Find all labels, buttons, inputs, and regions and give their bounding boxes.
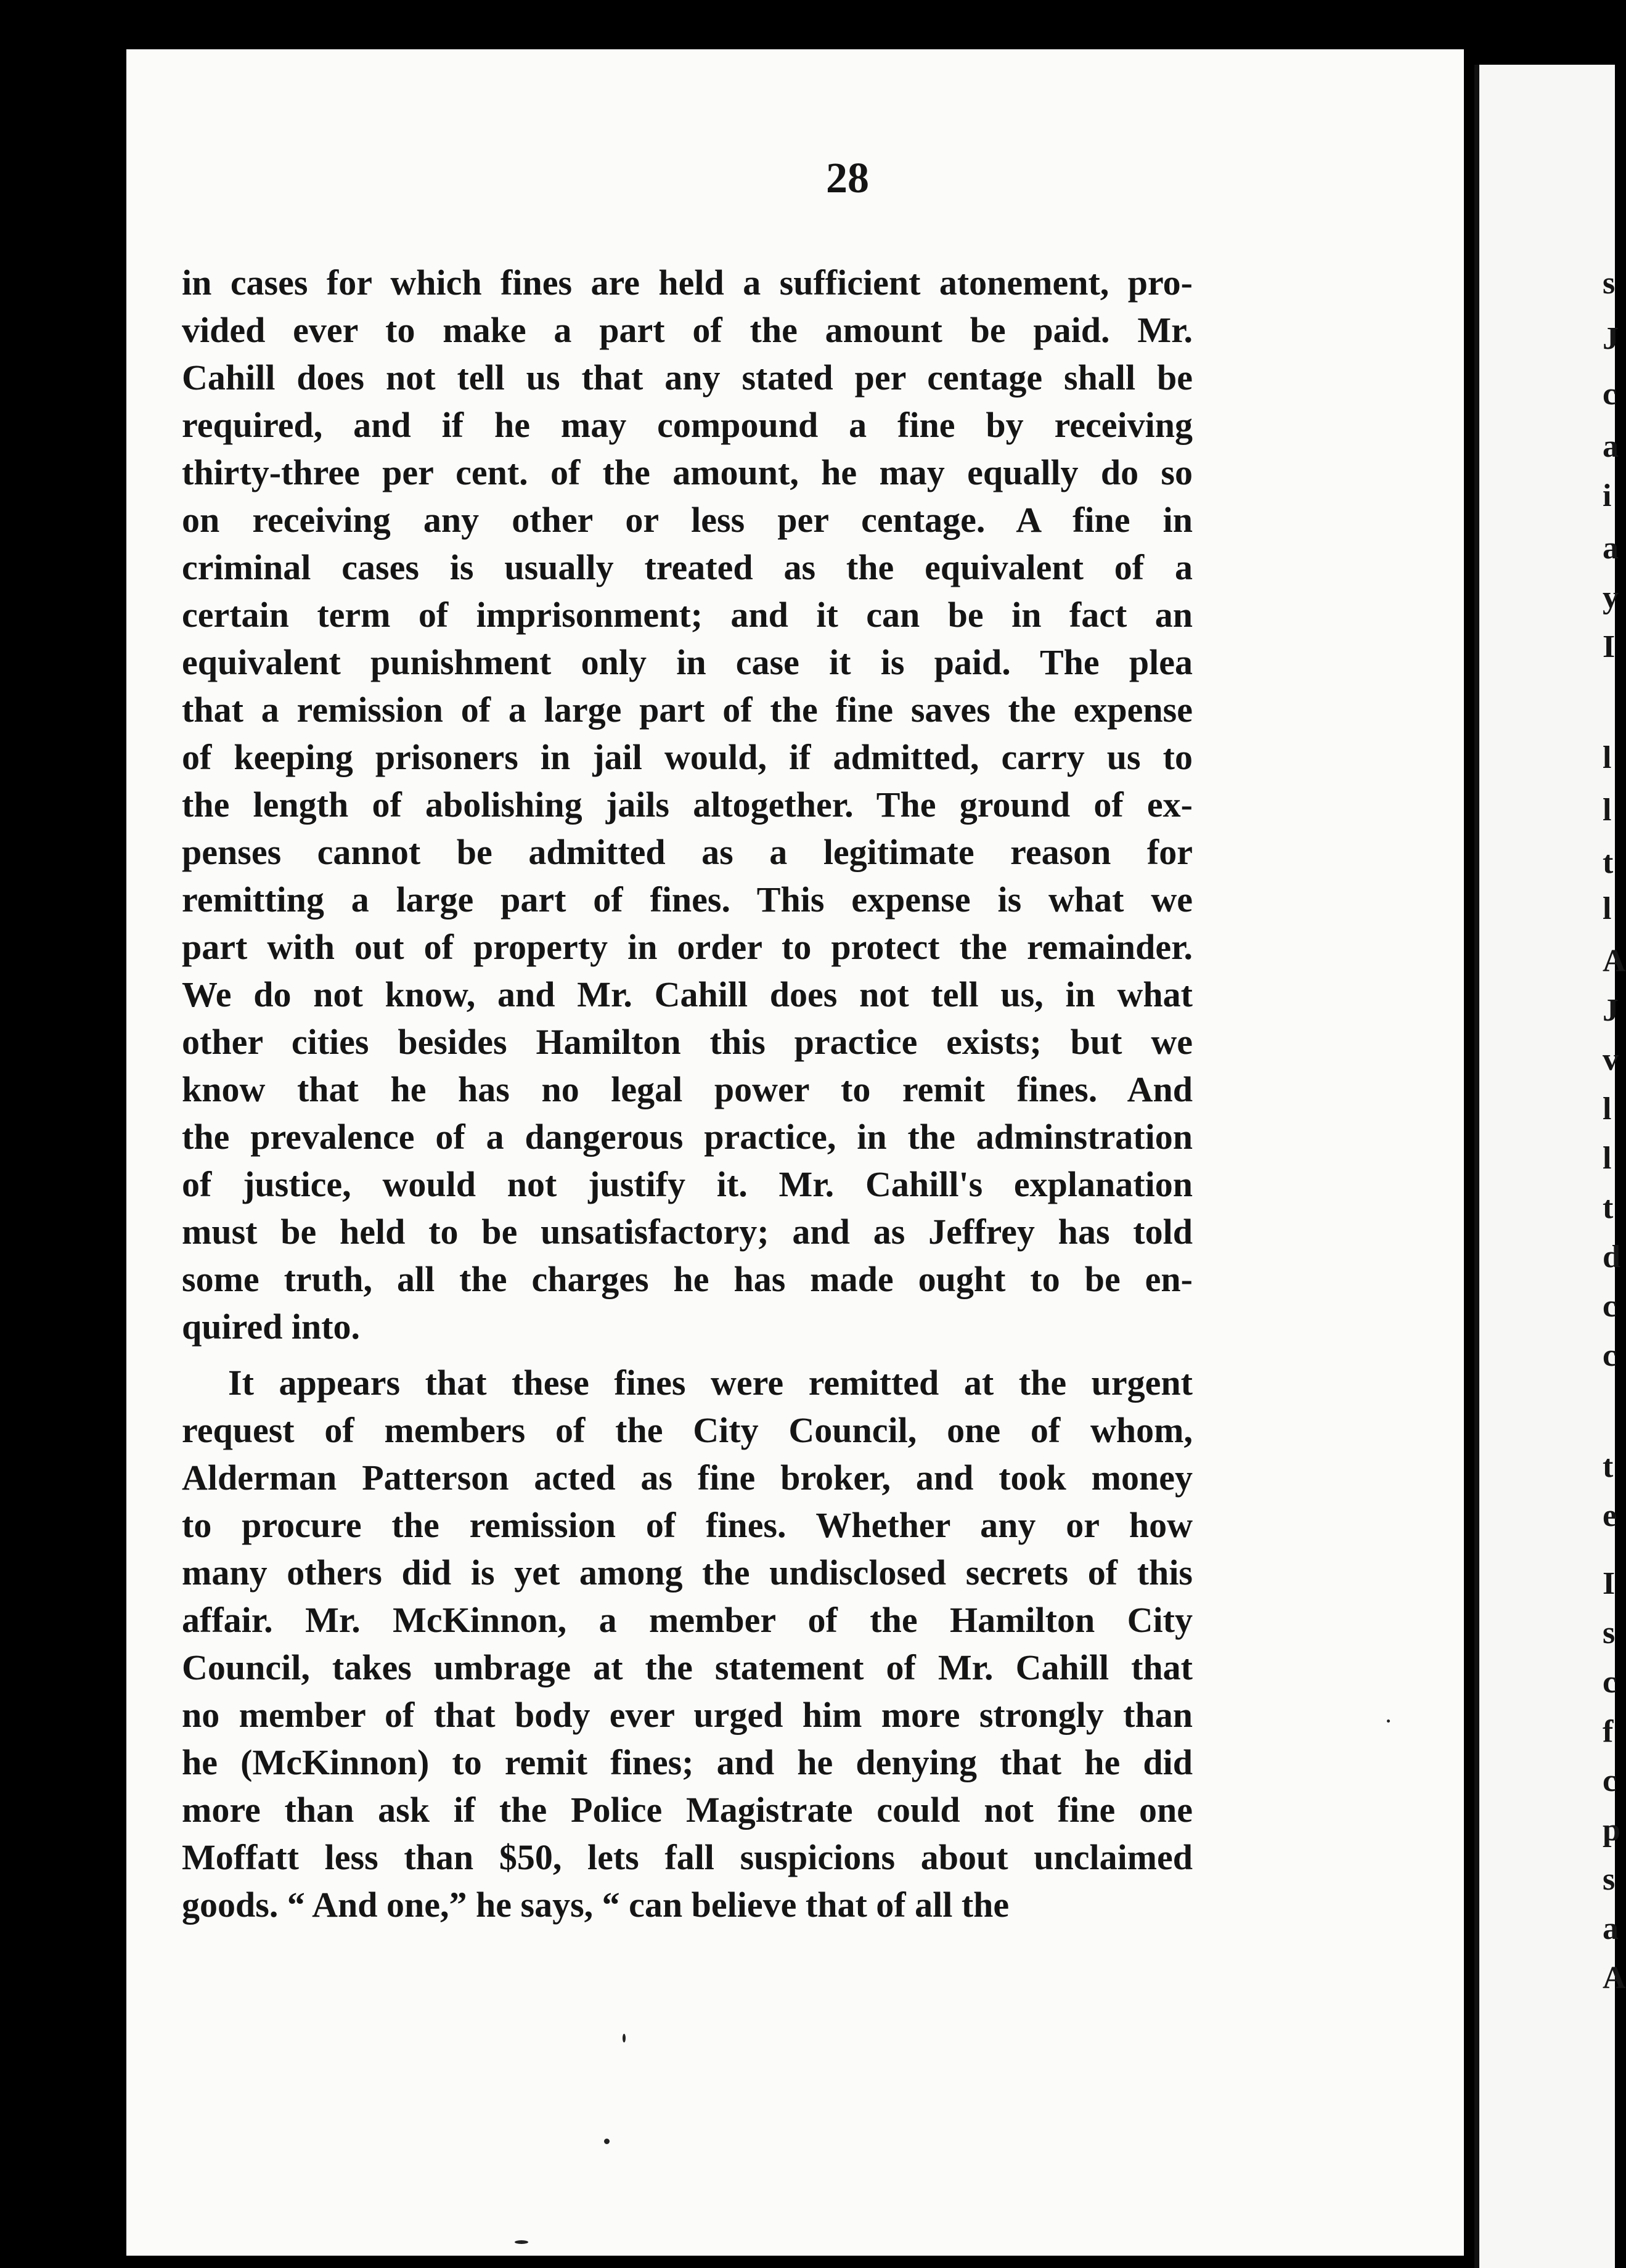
facing-page-letter: d (1603, 1239, 1620, 1275)
text-line: We do not know, and Mr. Cahill does not tell us, in what (182, 974, 1193, 1014)
facing-page-letter: i (1603, 478, 1612, 513)
text-line: in cases for which fines are held a sufficient atonement, pro- (182, 263, 1193, 303)
facing-page-letter: A (1603, 944, 1626, 979)
text-line: thirty-three per cent. of the amount, he may equally do so (182, 452, 1193, 492)
text-line: penses cannot be admitted as a legitimate reason for (182, 832, 1193, 872)
scan-speck (623, 2034, 626, 2042)
text-line: request of members of the City Council, one of whom, (182, 1410, 1193, 1450)
facing-page-letter: I (1603, 1566, 1616, 1601)
text-line: required, and if he may compound a fine by receiving (182, 405, 1193, 445)
page-number: 28 (826, 155, 869, 202)
facing-page-letter: c (1603, 377, 1617, 412)
text-line: certain term of imprisonment; and it can be in fact an (182, 595, 1193, 635)
text-line: some truth, all the charges he has made ought to be en- (182, 1259, 1193, 1299)
text-line: affair. Mr. McKinnon, a member of the Hamilton City (182, 1600, 1193, 1640)
facing-page-letter: J (1603, 321, 1619, 356)
body-text (182, 259, 1193, 1928)
facing-page-letter: l (1603, 1091, 1612, 1127)
text-line: he (McKinnon) to remit fines; and he denying that he did (182, 1742, 1193, 1782)
text-line: on receiving any other or less per centage. A fine in (182, 500, 1193, 540)
text-line: quired into. (182, 1307, 361, 1347)
facing-page-edge (1478, 65, 1615, 2268)
facing-page-letter: s (1603, 1615, 1616, 1650)
scan-speck (515, 2240, 528, 2244)
facing-page-letter: a (1603, 429, 1619, 464)
text-line: know that he has no legal power to remit fines. And (182, 1069, 1193, 1109)
text-line: Moffatt less than $50, lets fall suspicions about unclaimed (182, 1837, 1193, 1877)
facing-page-letter: t (1603, 845, 1614, 880)
text-line: to procure the remission of fines. Whether any or how (182, 1505, 1193, 1545)
text-line: the length of abolishing jails altogether. The ground of ex- (182, 785, 1193, 825)
text-line: the prevalence of a dangerous practice, in the adminstration (182, 1117, 1193, 1157)
facing-page-letter: a (1603, 1911, 1619, 1946)
paragraph-gap (182, 1350, 1193, 1359)
facing-page-letter: l (1603, 1141, 1612, 1176)
text-line: of keeping prisoners in jail would, if admitted, carry us to (182, 737, 1193, 777)
facing-page-letter: t (1603, 1449, 1614, 1484)
facing-page-letter: f (1603, 1714, 1614, 1749)
facing-page-letter: s (1603, 266, 1616, 301)
scan-speck (604, 2139, 610, 2144)
text-line: goods. “ And one,” he says, “ can believe that of all the (182, 1885, 1010, 1925)
facing-page-letter: p (1603, 1813, 1620, 1848)
facing-page-letter: c (1603, 1338, 1617, 1373)
text-line: remitting a large part of fines. This expense is what we (182, 879, 1193, 920)
facing-page-letter: a (1603, 531, 1619, 566)
facing-page-letter: J (1603, 993, 1619, 1028)
text-line: must be held to be unsatisfactory; and as Jeffrey has told (182, 1212, 1193, 1252)
text-line: It appears that these fines were remitted at the urgent (228, 1363, 1193, 1403)
text-line: many others did is yet among the undisclosed secrets of this (182, 1552, 1193, 1593)
scan-speck (1387, 1719, 1390, 1723)
text-line: vided ever to make a part of the amount be paid. Mr. (182, 310, 1193, 350)
text-line: Alderman Patterson acted as fine broker, and took money (182, 1458, 1193, 1498)
text-line: other cities besides Hamilton this practice exists; but we (182, 1022, 1193, 1062)
text-line: more than ask if the Police Magistrate could not fine one (182, 1790, 1193, 1830)
facing-page-letter: s (1603, 1862, 1616, 1897)
text-line: criminal cases is usually treated as the equivalent of a (182, 547, 1193, 587)
facing-page-letter: v (1603, 1042, 1619, 1077)
text-line: no member of that body ever urged him more strongly than (182, 1695, 1193, 1735)
facing-page-letter: t (1603, 1190, 1614, 1225)
facing-page-letter: c (1603, 1763, 1617, 1798)
facing-page-letter: c (1603, 1289, 1617, 1324)
facing-page-letter: l (1603, 891, 1612, 926)
facing-page-letter: l (1603, 793, 1612, 828)
facing-page-letter: y (1603, 580, 1619, 615)
text-line: of justice, would not justify it. Mr. Cahill's explanation (182, 1164, 1193, 1204)
facing-page-letter: e (1603, 1498, 1617, 1533)
page-gutter-shadow (1474, 65, 1479, 2268)
facing-page-letter: c (1603, 1665, 1617, 1700)
text-line: Cahill does not tell us that any stated per centage shall be (182, 357, 1193, 398)
text-line: part with out of property in order to protect the remainder. (182, 927, 1193, 967)
text-line: equivalent punishment only in case it is paid. The plea (182, 642, 1193, 682)
text-line: that a remission of a large part of the fine saves the expense (182, 690, 1193, 730)
facing-page-letter: l (1603, 740, 1612, 775)
facing-page-letter: I (1603, 629, 1616, 664)
text-line: Council, takes umbrage at the statement of Mr. Cahill that (182, 1647, 1193, 1687)
facing-page-letter: A (1603, 1960, 1626, 1996)
